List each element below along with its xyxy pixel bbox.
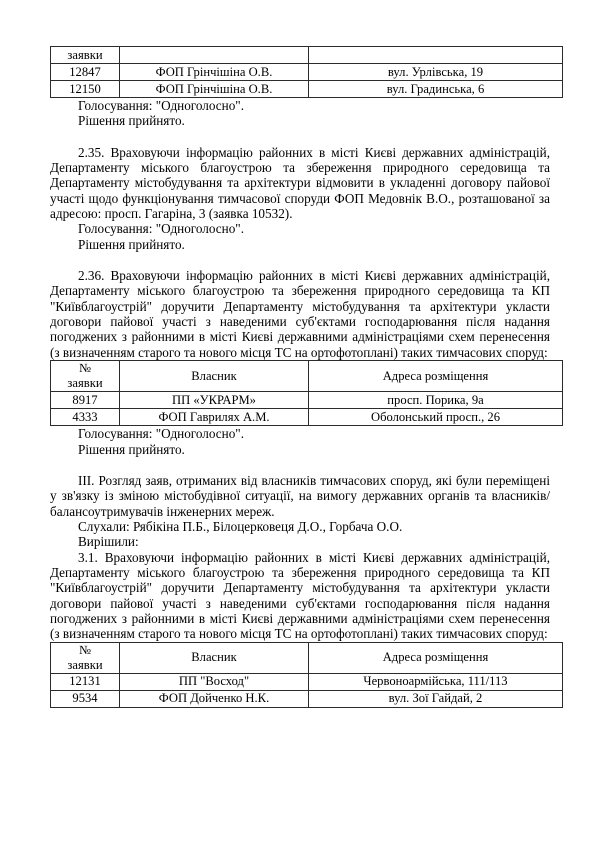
voting-line-3: Голосування: "Одноголосно". xyxy=(78,426,244,442)
header-num-symbol: № xyxy=(78,361,92,376)
cell-num: 12131 xyxy=(51,673,120,690)
decision-line-2: Рішення прийнято. xyxy=(78,236,185,252)
heard-line: Слухали: Рябікіна П.Б., Білоцерковеця Д.О., Горбача О.О. xyxy=(78,518,403,534)
table-middle xyxy=(50,360,563,426)
table-bottom xyxy=(50,642,563,708)
table-row-header xyxy=(51,361,563,392)
paragraph-section-III: III. Розгляд заяв, отриманих від власників тимчасових споруд, які були переміщені у зв'язку із зміною містобудівної ситуації, на вимогу державних органів та власників/балансоутримувачів інженерних мереж. xyxy=(50,472,550,519)
table-row xyxy=(51,81,563,98)
table-row-header xyxy=(51,47,563,64)
table-row xyxy=(51,673,563,690)
table-row xyxy=(51,409,563,426)
header-cell-owner: Власник xyxy=(120,642,309,673)
cell-address: вул. Градинська, 6 xyxy=(309,81,563,98)
cell-num: 9534 xyxy=(51,690,120,707)
cell-address: Червоноармійська, 111/113 xyxy=(309,673,563,690)
resolved-line: Вирішили: xyxy=(78,534,139,550)
table-row xyxy=(51,690,563,707)
cell-num: 12150 xyxy=(51,81,120,98)
header-cell-owner: Власник xyxy=(120,361,309,392)
cell-address: Оболонський просп., 26 xyxy=(309,409,563,426)
table-row xyxy=(51,64,563,81)
paragraph-gap xyxy=(50,252,550,268)
paragraph-item-2-35: 2.35. Враховуючи інформацію районних в місті Києві державних адміністрацій, Департаменту міського благоустрою та збереження природного середовища та Департаменту містобудування та архітектури відмовити в укладенні договору пайової участі щодо функціонування тимчасової споруди ФОП Медовнік В.О., розташованої за адресою: просп. Гагаріна, 3 (заявка 10532). xyxy=(50,144,550,222)
header-cell-address xyxy=(309,47,563,64)
cell-address: просп. Порика, 9а xyxy=(309,392,563,409)
voting-line-1: Голосування: "Одноголосно". xyxy=(78,98,244,113)
cell-owner: ПП "Восход" xyxy=(120,673,309,690)
cell-num: 8917 xyxy=(51,392,120,409)
header-cell-num xyxy=(51,361,120,392)
table-top xyxy=(50,46,563,98)
table-row xyxy=(51,392,563,409)
paragraph-gap xyxy=(50,129,550,145)
cell-owner: ФОП Гаврилях А.М. xyxy=(120,409,309,426)
header-cell-num xyxy=(51,642,120,673)
cell-num: 4333 xyxy=(51,409,120,426)
cell-owner: ФОП Грінчішіна О.В. xyxy=(120,64,309,81)
cell-owner: ФОП Грінчішіна О.В. xyxy=(120,81,309,98)
header-cell-address: Адреса розміщення xyxy=(309,642,563,673)
cell-address: вул. Урлівська, 19 xyxy=(309,64,563,81)
header-cell-num: заявки xyxy=(51,47,120,64)
cell-num: 12847 xyxy=(51,64,120,81)
cell-owner: ПП «УКРАРМ» xyxy=(120,392,309,409)
voting-line-2: Голосування: "Одноголосно". xyxy=(78,221,244,237)
top-margin-spacer xyxy=(50,0,550,46)
cell-address: вул. Зої Гайдай, 2 xyxy=(309,690,563,707)
header-cell-address: Адреса розміщення xyxy=(309,361,563,392)
decision-line-3: Рішення прийнято. xyxy=(78,441,185,457)
header-num-word: заявки xyxy=(67,657,103,672)
header-cell-owner xyxy=(120,47,309,64)
cell-owner: ФОП Дойченко Н.К. xyxy=(120,690,309,707)
header-num-symbol: № xyxy=(78,642,92,657)
decision-line-1: Рішення прийнято. xyxy=(78,113,185,129)
header-num-word: заявки xyxy=(67,376,103,391)
paragraph-item-2-36: 2.36. Враховуючи інформацію районних в місті Києві державних адміністрацій, Департаменту міського благоустрою та збереження природного середовища та КП "Київблагоустрій" доручити Департаменту містобудування та архітектури укласти договори пайової участі з наведеними суб'єктами господарювання після надання погоджених з районними в місті Києві державними адміністраціями схем перенесення (з визначенням старого та нового місця ТС на ортофотоплані) таких тимчасових споруд: xyxy=(50,268,550,360)
table-row-header xyxy=(51,642,563,673)
document-content xyxy=(50,0,550,708)
paragraph-gap xyxy=(50,457,550,473)
paragraph-item-3-1: 3.1. Враховуючи інформацію районних в місті Києві державних адміністрацій, Департаменту міського благоустрою та збереження природного середовища та КП "Київблагоустрій" доручити Департаменту містобудування та архітектури укласти договори пайової участі з наведеними суб'єктами господарювання після надання погоджених з районними в місті Києві державними адміністраціями схем перенесення (з визначенням старого та нового місця ТС на ортофотоплані) таких тимчасових споруд: xyxy=(50,549,550,642)
